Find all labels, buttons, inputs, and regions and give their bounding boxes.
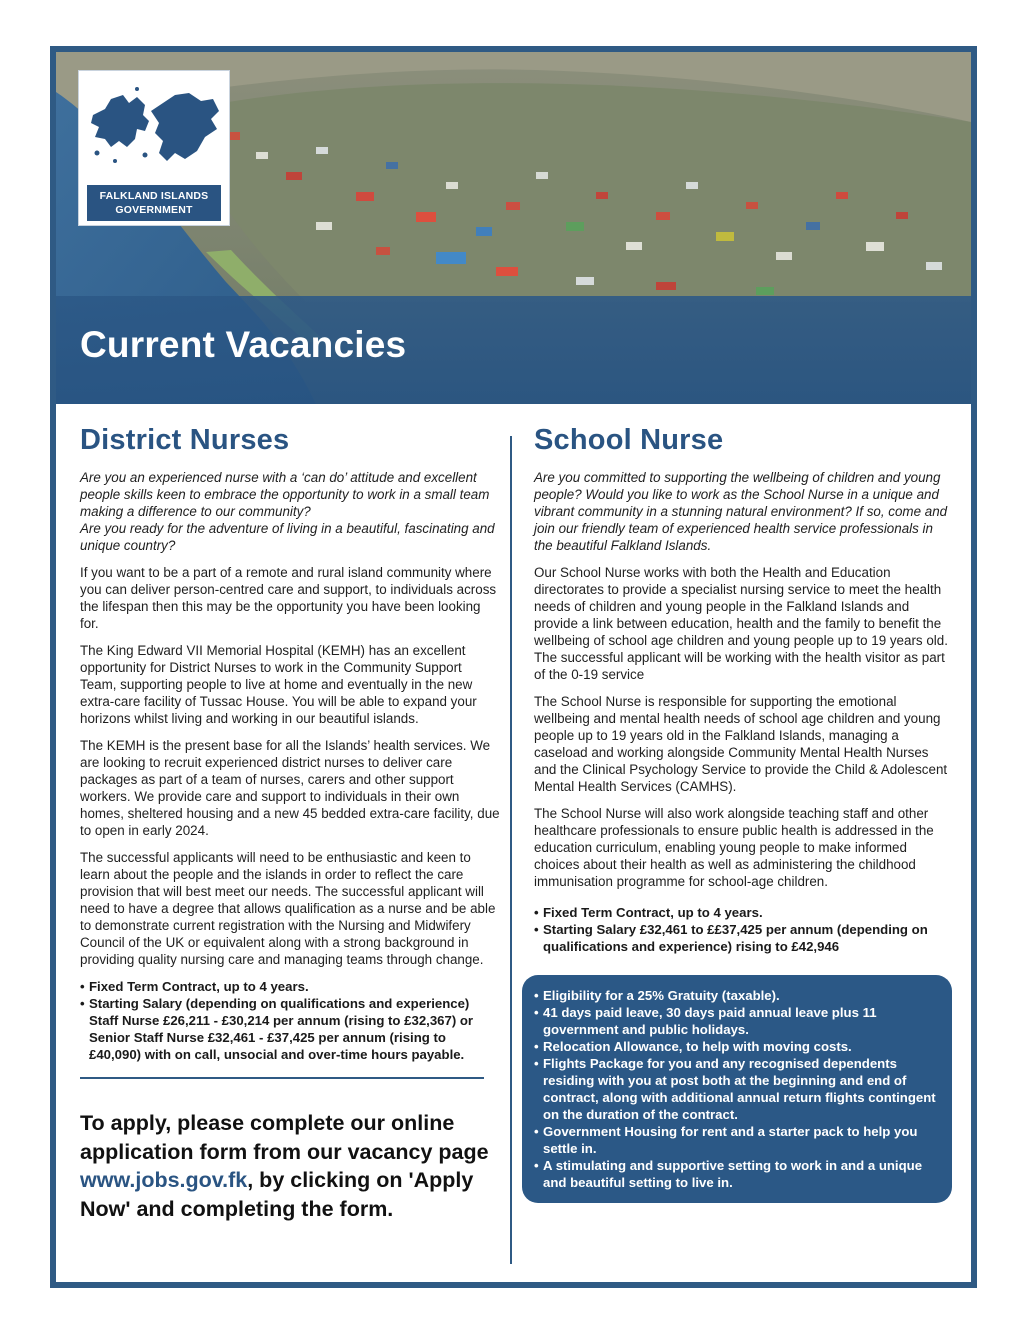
- school-nurse-paragraph-3: The School Nurse will also work alongside teaching staff and other healthcare professionals to ensure public health is addressed in the education curriculum, enabling young people to make informed choices about their health as well as administering the childhood immunisation programme for school-age children.: [534, 806, 934, 889]
- list-item: • Flights Package for you and any recognised dependents residing with you at post both at the beginning and end of contract, along with additional annual return flights contingent on the duration of the contract.: [534, 1055, 938, 1123]
- district-nurses-paragraph-1: If you want to be a part of a remote and rural island community where you can deliver person-centred care and support, to individuals across the lifespan then this may be the opportunity you have been looking for.: [80, 565, 497, 631]
- school-nurse-intro: Are you committed to supporting the wellbeing of children and young people? Would you like to work as the School Nurse in a unique and vibrant community in a stunning natural environment? If so, come and join our friendly team of experienced health service professionals in the beautiful Falkland Islands.: [534, 470, 948, 553]
- hero-header: [56, 52, 971, 404]
- benefits-list: [534, 987, 938, 1191]
- logo-label: [87, 185, 221, 221]
- list-item: • 41 days paid leave, 30 days paid annual leave plus 11 government and public holidays.: [534, 1004, 938, 1038]
- list-item: • Eligibility for a 25% Gratuity (taxable).: [534, 987, 938, 1004]
- apply-text-start: To apply, please complete our online application form from our vacancy page: [80, 1111, 489, 1164]
- district-nurses-terms: [80, 978, 500, 1063]
- list-item: • Fixed Term Contract, up to 4 years.: [80, 978, 500, 995]
- district-nurses-title: District Nurses: [80, 424, 290, 456]
- logo-text-line1: FALKLAND ISLANDS: [99, 190, 209, 202]
- apply-text-end: , by clicking on 'Apply Now' and completing the form.: [80, 1168, 474, 1221]
- divider-line: [80, 1077, 484, 1079]
- school-nurse-title: School Nurse: [534, 424, 724, 456]
- falkland-islands-map-icon: [85, 81, 225, 181]
- column-divider: [510, 436, 512, 1264]
- list-item: • Relocation Allowance, to help with moving costs.: [534, 1038, 938, 1055]
- list-item: • Fixed Term Contract, up to 4 years.: [534, 904, 954, 921]
- list-item: • Starting Salary (depending on qualifications and experience) Staff Nurse £26,211 - £30,214 per annum (rising to £32,367) or Senior Staff Nurse £32,461 - £37,425 per annum (rising to £40,090) with on call, unsocial and over-time hours payable.: [80, 995, 500, 1063]
- list-item: • Starting Salary £32,461 to ££37,425 per annum (depending on qualifications and experience) rising to £42,946: [534, 921, 954, 955]
- list-item: • A stimulating and supportive setting to work in and a unique and beautiful setting to live in.: [534, 1157, 938, 1191]
- fig-logo: [78, 70, 230, 226]
- page-title: Current Vacancies: [80, 324, 407, 365]
- district-nurses-intro: Are you an experienced nurse with a ‘can do’ attitude and excellent people skills keen to embrace the opportunity to work in a small team making a difference to our community? Are you ready for the adventure of living in a beautiful, fascinating and unique country?: [80, 470, 495, 553]
- list-item: • Government Housing for rent and a starter pack to help you settle in.: [534, 1123, 938, 1157]
- school-nurse-paragraph-1: Our School Nurse works with both the Health and Education directorates to provide a specialist nursing service to meet the health needs of children and young people in the Falkland Islands and provide a link between education, health and the family to benefit the wellbeing of school age children and young people up to 19 years old. The successful applicant will be working with the health visitor as part of the 0-19 service: [534, 565, 948, 682]
- school-nurse-terms: [534, 904, 954, 955]
- school-nurse-paragraph-2: The School Nurse is responsible for supporting the emotional wellbeing and mental health needs of school age children and young people up to 19 years old in the Falkland Islands, managing a caseload and working alongside Community Mental Health Nurses and the Clinical Psychology Service to provide the Child & Adolescent Mental Health Services (CAMHS).: [534, 694, 948, 794]
- school-nurse-column: [534, 424, 954, 1203]
- district-nurses-paragraph-2: The King Edward VII Memorial Hospital (KEMH) has an excellent opportunity for District Nurses to work in the Community Support Team, supporting people to live at home and eventually in the new extra-care facility of Tussac House. You will be able to expand your horizons whilst living and working in our beautiful islands.: [80, 643, 477, 726]
- district-nurses-column: [80, 424, 500, 1223]
- page-frame: [50, 46, 977, 1288]
- jobs-website-link[interactable]: www.jobs.gov.fk: [80, 1168, 248, 1192]
- district-nurses-paragraph-3: The KEMH is the present base for all the Islands’ health services. We are looking to recruit experienced district nurses to deliver care packages as part of a team of nurses, carers and other support workers. We provide care and support to individuals in their own homes, sheltered housing and a new 45 bedded extra-care facility, due to open in early 2024.: [80, 738, 500, 838]
- district-nurses-paragraph-4: The successful applicants will need to be enthusiastic and keen to learn about the people and the islands in order to reflect the care provision that will best meet our needs. The successful applicant will need to have a degree that allows qualification as a nurse and be able to demonstrate current registration with the Nursing and Midwifery Council of the UK or equivalent along with a strong background in providing quality nursing care and managing teams through change.: [80, 850, 496, 967]
- benefits-box: [522, 975, 952, 1203]
- logo-text-line2: GOVERNMENT: [115, 204, 193, 216]
- apply-instructions: [80, 1109, 500, 1223]
